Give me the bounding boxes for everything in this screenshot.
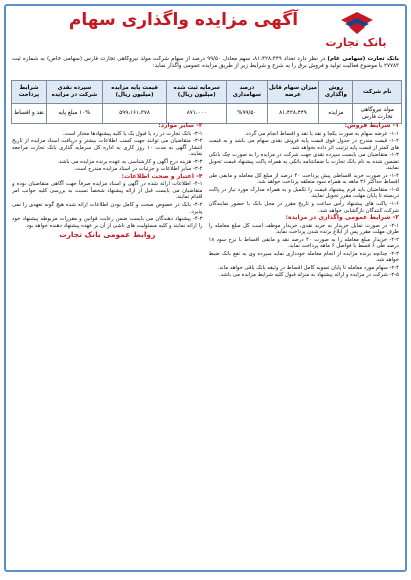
clause: ۳-۳- هزینه درج آگهی و کارشناسی به عهده برنده مزایده می باشد. xyxy=(57,158,203,165)
clause: ۱-۴- در صورت خرید اقساطی پیش پرداخت ۴۰ درصد از مبلغ کل معامله و مابقی طی اقساط حداکثر ۳۶ ماهه به همراه سود متعلقه پرداخت خواهد شد. xyxy=(208,172,399,186)
intro-paragraph xyxy=(12,56,399,78)
table-cell: ۱۰% مبلغ پایه xyxy=(46,104,102,124)
table-header-row xyxy=(12,81,402,104)
table-cell: ۸۷۱،۰۰۰ xyxy=(167,104,227,124)
clause: ۳-۲- متقاضیان می توانند جهت کسب اطلاعات بیشتر و دریافت اسناد مزایده از تاریخ انتشار آگهی به مدت ۱۰ روز کاری به اداره کل سرمایه گذاری بانک تجارت مراجعه نمایند. xyxy=(12,138,203,158)
clause: ۱-۵- متقاضیان باید فرم پیشنهاد قیمت را تکمیل و به همراه مدارک مورد نیاز در پاکت دربسته تا پایان مهلت مقرر تحویل نمایند. xyxy=(208,186,399,200)
column-header: سپرده نقدی شرکت در مزایده xyxy=(46,81,102,104)
left-column xyxy=(12,122,203,564)
right-column xyxy=(209,122,400,564)
column-header: نام شرکت xyxy=(353,81,402,104)
clause: ۲-۵- شرکت در مزایده و ارائه پیشنهاد به منزله قبول کلیه شرایط مزایده می باشد. xyxy=(219,272,399,279)
table-cell: ۸۱،۴۲۸،۴۴۹ xyxy=(267,104,319,124)
column-header: درصد سهامداری xyxy=(227,81,267,104)
shares-table xyxy=(11,80,402,124)
page-title: آگهی مزایده واگذاری سهام xyxy=(68,10,299,30)
clause: ۳-۱- بانک تجارت در رد یا قبول یک یا کلیه پیشنهادها مختار است. xyxy=(62,130,203,137)
clause: ۲-۳- چنانچه برنده مزایده از انجام معامله خودداری نماید سپرده وی به نفع بانک ضبط خواهد شد. xyxy=(208,250,399,264)
section-title: ۲- شرایط عمومی واگذاری در مزایده: xyxy=(285,214,399,222)
signature: روابط عمومی بانک تجارت xyxy=(59,230,156,240)
header xyxy=(6,6,405,54)
intro-bold: بانک تجارت (سهامی عام) xyxy=(327,56,399,62)
section-title: ۳- سایر موارد: xyxy=(158,122,203,129)
column-header: میزان سهام قابل عرضه xyxy=(267,81,319,104)
logo-text: بانک تجارت xyxy=(325,36,387,49)
column-header: شرایط پرداخت xyxy=(12,81,47,104)
clause: ۱-۳- متقاضیان می بایست سپرده نقدی جهت شرکت در مزایده را به صورت چک بانکی تضمین شده به نام بانک تجارت یا ضمانتنامه بانکی به همراه پاکت پیشنهاد قیمت تحویل نمایند. xyxy=(208,152,399,172)
column-header: روش واگذاری xyxy=(319,81,353,104)
clause: ۲-۲- خریدار مبلغ معامله را به صورت ۴۰ درصد نقد و مابقی اقساط با نرخ سود ۱۸ درصد طی ۶ قسط با فواصل ۶ ماهه پرداخت نماید. xyxy=(208,236,399,250)
clause: ۴-۱- اطلاعات ارائه شده در آگهی و اسناد مزایده صرفاً جهت آگاهی متقاضیان بوده و متقاضیان می بایست قبل از ارائه پیشنهاد شخصاً نسبت به بررسی کلیه جوانب امر اقدام نمایند. xyxy=(12,181,203,201)
section-title: ۱- شرایط فروش: xyxy=(344,122,399,129)
table-cell: %۹۹/۵۰ xyxy=(227,104,267,124)
clause: ۴-۲- بانک در خصوص صحت و کامل بودن اطلاعات ارائه شده هیچ گونه تعهدی را نمی پذیرد. xyxy=(12,202,203,215)
intro-text: در نظر دارد تعداد ۸۱،۴۲۸،۴۴۹، سهم معادل ۹۹/۵۰ درصد از سهام شرکت مولد نیروگاهی تجارت فارس (سهامی خاص) به شماره ثبت ۲۷۷۸۳ با موضوع فعالیت تولید و فروش برق را به شرح و شرایط زیر از طریق مزایده عمومی واگذار نماید: xyxy=(12,56,399,70)
column-header: قیمت پایه مزایده (میلیون ریال) xyxy=(102,81,166,104)
clause: ۲-۴- سهام مورد معامله تا پایان تسویه کامل اقساط در وثیقه بانک باقی خواهد ماند. xyxy=(217,264,399,271)
logo-mark-icon xyxy=(341,12,373,34)
column-header: سرمایه ثبت شده (میلیون ریال) xyxy=(167,81,227,104)
body-columns xyxy=(12,122,399,564)
table-cell: مولد نیروگاهی تجارت فارس xyxy=(353,104,402,124)
clause: ۲-۱- در صورت تمایل خریدار به خرید نقدی، خریدار موظف است کل مبلغ معامله را ظرف مهلت مقرر پس از ابلاغ برنده شدن پرداخت نماید. xyxy=(208,222,399,236)
clause: ۱-۲- قیمت مندرج در جدول فوق قیمت پایه فروش نقدی سهام می باشد و به قیمت های کمتر از قیمت پایه ترتیب اثر داده نخواهد شد. xyxy=(208,138,399,151)
clause: ۱-۶- پاکت های پیشنهاد رأس ساعت و تاریخ مقرر در محل بانک با حضور نمایندگان شرکت کنندگان بازگشایی خواهد شد. xyxy=(208,201,399,214)
table-cell: مزایده xyxy=(319,104,353,124)
bank-logo xyxy=(313,12,399,52)
table-row xyxy=(12,104,402,124)
clause: ۴-۳- پیشنهاد دهندگان می بایست ضمن رعایت قوانین و مقررات مربوطه پیشنهاد خود را ارائه نمایند و کلیه مسئولیت های ناشی از آن بر عهده پیشنهاد دهنده خواهد بود. xyxy=(12,216,203,229)
table-cell: نقد و اقساط xyxy=(12,104,47,124)
clause: ۳-۴- سایر اطلاعات و جزئیات در اسناد مزایده مندرج است. xyxy=(73,166,203,173)
clause: ۱-۱- عرضه سهام به صورت یکجا و نقد یا نقد و اقساط انجام می گردد. xyxy=(244,130,399,137)
table-cell: ۵۹۹،۱۶۱،۳۷۸ xyxy=(102,104,166,124)
section-title: ۴- اعتبار و صحت اطلاعات: xyxy=(121,172,203,180)
advertisement-page xyxy=(4,4,407,572)
